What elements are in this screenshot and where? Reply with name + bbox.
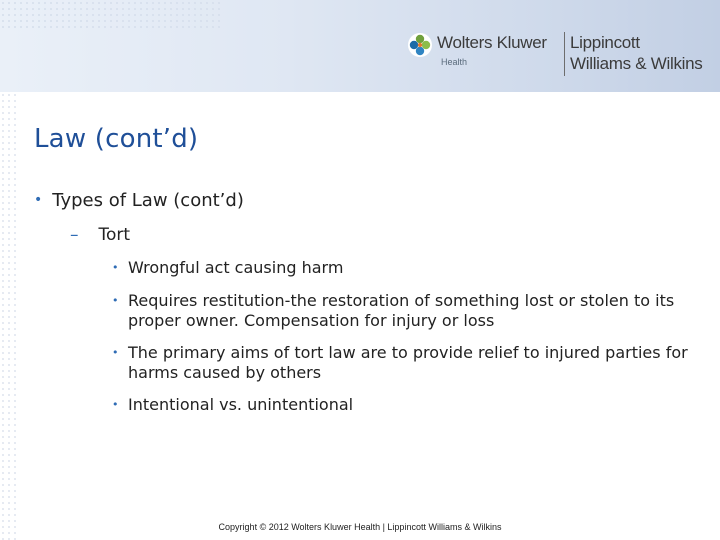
- logo-partner-line1: Lippincott: [570, 33, 640, 52]
- bullet-dot-icon: •: [112, 261, 119, 274]
- dash-bullet-icon: –: [70, 225, 79, 245]
- wolters-kluwer-logo-icon: [407, 32, 433, 58]
- copyright-footer: Copyright © 2012 Wolters Kluwer Health | Lippincott Williams & Wilkins: [218, 522, 502, 532]
- bullet-level3: [112, 343, 708, 383]
- bullet-dot-icon: •: [112, 294, 119, 307]
- logo-brand-text: Wolters Kluwer: [437, 33, 547, 52]
- bullet-level3: [112, 291, 708, 331]
- bullet-level3: [112, 258, 708, 278]
- side-dot-pattern: [0, 92, 20, 540]
- bullet-level1: [34, 190, 244, 211]
- header-dot-pattern: [0, 0, 220, 30]
- logo-division-text: Health: [441, 57, 468, 67]
- logo-partner-line2: Williams & Wilkins: [570, 54, 703, 73]
- bullet-dot-icon: •: [112, 346, 119, 359]
- logo-divider: [564, 32, 565, 76]
- bullet-level3-text: Wrongful act causing harm: [128, 258, 344, 277]
- bullet-dot-icon: •: [34, 192, 43, 208]
- bullet-dot-icon: •: [112, 398, 119, 411]
- bullet-level3-text: The primary aims of tort law are to provide relief to injured parties for harms caused by others: [128, 343, 688, 382]
- bullet-level3: [112, 395, 708, 415]
- bullet-level3-text: Requires restitution-the restoration of something lost or stolen to its proper owner. Compensation for injury or loss: [128, 291, 675, 330]
- bullet-level2-text: Tort: [98, 225, 131, 245]
- bullet-level3-text: Intentional vs. unintentional: [128, 395, 354, 414]
- bullet-level1-text: Types of Law (cont’d): [52, 190, 244, 211]
- publisher-logo: [407, 30, 717, 80]
- slide-title: Law (cont’d): [34, 124, 199, 154]
- bullet-level2: [70, 225, 130, 245]
